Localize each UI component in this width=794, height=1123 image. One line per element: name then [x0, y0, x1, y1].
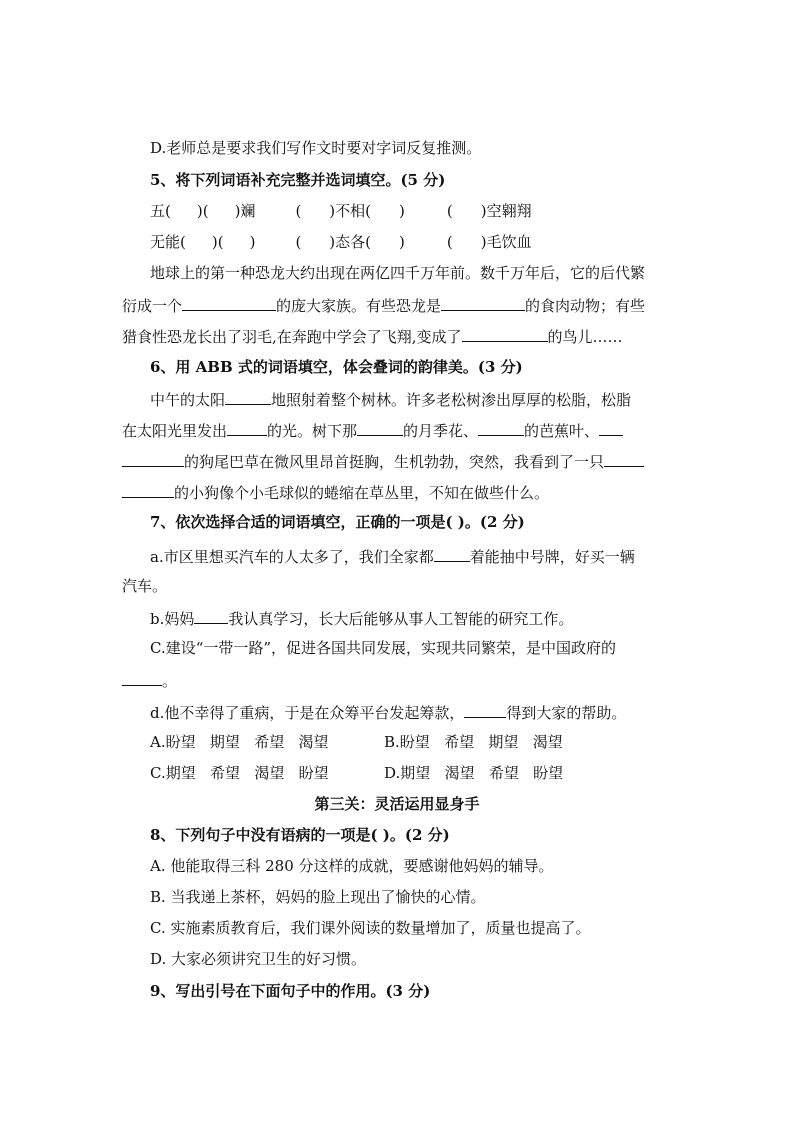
- q8-option-d[interactable]: D. 大家必须讲究卫生的好习惯。: [150, 950, 367, 968]
- answer-blank[interactable]: [122, 481, 174, 498]
- q7-d1: d.他不幸得了重病，于是在众筹平台发起筹款，: [150, 704, 465, 722]
- q8-option-c[interactable]: C. 实施素质教育后，我们课外阅读的数量增加了，质量也提高了。: [150, 919, 591, 937]
- q7-b2: 我认真学习，长大后能够从事人工智能的研究工作。: [228, 610, 574, 628]
- q5-p3a: 猎食性恐龙长出了羽毛,在奔跑中学会了飞翔,变成了: [122, 328, 462, 346]
- q7-sentence-d: [150, 701, 626, 723]
- q6-paragraph-line-2: [122, 419, 623, 441]
- q7-option-b[interactable]: B.盼望 希望 期望 渴望: [384, 733, 563, 751]
- q5-r2-h: )毛饮血: [480, 233, 532, 251]
- answer-blank[interactable]: [122, 450, 184, 467]
- q5-idiom-row-1: [150, 201, 532, 221]
- q6-p2d: 的芭蕉叶、: [524, 422, 600, 440]
- q7-b1: b.妈妈: [150, 610, 195, 628]
- answer-blank[interactable]: [122, 669, 162, 686]
- q5-r1-a: 五(: [150, 202, 171, 220]
- q6-paragraph-line-3: [122, 450, 644, 472]
- q5-p3b: 的鸟儿……: [547, 328, 623, 346]
- q5-p2c: 的食肉动物；有些: [525, 297, 646, 315]
- q5-r1-b: )(: [196, 202, 209, 220]
- question-5-title: 5、将下列词语补充完整并选词填空。(5 分): [150, 171, 446, 189]
- q6-p2a: 在太阳光里发出: [122, 422, 228, 440]
- q5-r2-d: (: [295, 233, 302, 251]
- q7-sentence-a-line-1: [150, 545, 635, 567]
- q5-r2-a: 无能(: [150, 233, 186, 251]
- q7-c2: 。: [162, 672, 178, 690]
- answer-blank[interactable]: [434, 545, 470, 562]
- q8-option-a[interactable]: A. 他能取得三科 280 分这样的成就，要感谢他妈妈的辅导。: [150, 857, 554, 875]
- q5-r2-e: )态各(: [329, 233, 372, 251]
- answer-blank[interactable]: [478, 419, 524, 436]
- answer-blank[interactable]: [599, 419, 623, 436]
- answer-blank[interactable]: [441, 294, 525, 311]
- q7-a2: 着能抽中号牌，好买一辆: [469, 548, 635, 566]
- q6-p3a: 的狗尾巴草在微风里昂首挺胸，生机勃勃，突然，我看到了一只: [184, 453, 605, 471]
- q6-p2c: 的月季花、: [403, 422, 479, 440]
- question-8-title: 8、下列句子中没有语病的一项是( )。(2 分): [150, 826, 450, 844]
- answer-blank[interactable]: [182, 294, 276, 311]
- q7-sentence-b: [150, 607, 573, 629]
- q5-r1-e: )不相(: [329, 202, 372, 220]
- answer-blank[interactable]: [604, 450, 644, 467]
- question-7-title: 7、依次选择合适的词语填空，正确的一项是( )。(2 分): [150, 513, 525, 531]
- question-9-title: 9、写出引号在下面句子中的作用。(3 分): [150, 982, 431, 1000]
- q6-p4a: 的小狗像个小毛球似的蜷缩在草丛里，不知在做些什么。: [174, 484, 550, 502]
- q5-paragraph-line-2: [122, 294, 645, 316]
- q5-r1-h: )空翱翔: [480, 202, 532, 220]
- q5-r1-c: )斓: [234, 202, 256, 220]
- q5-paragraph-line-1: 地球上的第一种恐龙大约出现在两亿四千万年前。数千万年后，它的后代繁: [150, 264, 646, 282]
- q6-paragraph-line-4: [122, 481, 549, 503]
- section-heading-3: 第三关：灵活运用显身手: [314, 795, 480, 813]
- answer-blank[interactable]: [462, 325, 548, 342]
- q7-sentence-c-line-1: C.建设“一带一路”，促进各国共同发展，实现共同繁荣，是中国政府的: [150, 639, 617, 657]
- q5-p2a: 衍成一个: [122, 297, 183, 315]
- option-d-teacher: D.老师总是要求我们写作文时要对字词反复推测。: [150, 139, 482, 157]
- q5-r1-f: ): [399, 202, 405, 220]
- q8-option-b[interactable]: B. 当我递上茶杯，妈妈的脸上现出了愉快的心情。: [150, 888, 486, 906]
- q6-p1b: 地照射着整个树林。许多老松树渗出厚厚的松脂，松脂: [271, 391, 632, 409]
- q5-r2-g: (: [446, 233, 453, 251]
- q5-r1-d: (: [295, 202, 302, 220]
- q5-paragraph-line-3: [122, 325, 623, 347]
- answer-blank[interactable]: [227, 419, 267, 436]
- q5-r1-g: (: [446, 202, 453, 220]
- q7-a1: a.市区里想买汽车的人太多了，我们全家都: [150, 548, 434, 566]
- q7-option-c[interactable]: C.期望 希望 渴望 盼望: [150, 764, 329, 782]
- q5-r2-f: ): [399, 233, 405, 251]
- q6-paragraph-line-1: [150, 388, 631, 410]
- q7-sentence-c-line-2: [122, 669, 177, 691]
- answer-blank[interactable]: [357, 419, 403, 436]
- q6-p1a: 中午的太阳: [150, 391, 226, 409]
- q5-idiom-row-2: [150, 232, 532, 252]
- answer-blank[interactable]: [225, 388, 271, 405]
- q7-d2: 得到大家的帮助。: [506, 704, 627, 722]
- answer-blank[interactable]: [464, 701, 506, 718]
- q7-option-a[interactable]: A.盼望 期望 希望 渴望: [150, 733, 329, 751]
- q6-p2b: 的光。树下那: [267, 422, 358, 440]
- question-6-title: 6、用 ABB 式的词语填空，体会叠词的韵律美。(3 分): [150, 358, 523, 376]
- q7-sentence-a-line-2: 汽车。: [122, 577, 168, 595]
- q5-p2b: 的庞大家族。有些恐龙是: [276, 297, 442, 315]
- q7-option-d[interactable]: D.期望 渴望 希望 盼望: [384, 764, 564, 782]
- q5-r2-c: ): [249, 233, 256, 251]
- answer-blank[interactable]: [194, 607, 228, 624]
- q5-r2-b: )(: [211, 233, 224, 251]
